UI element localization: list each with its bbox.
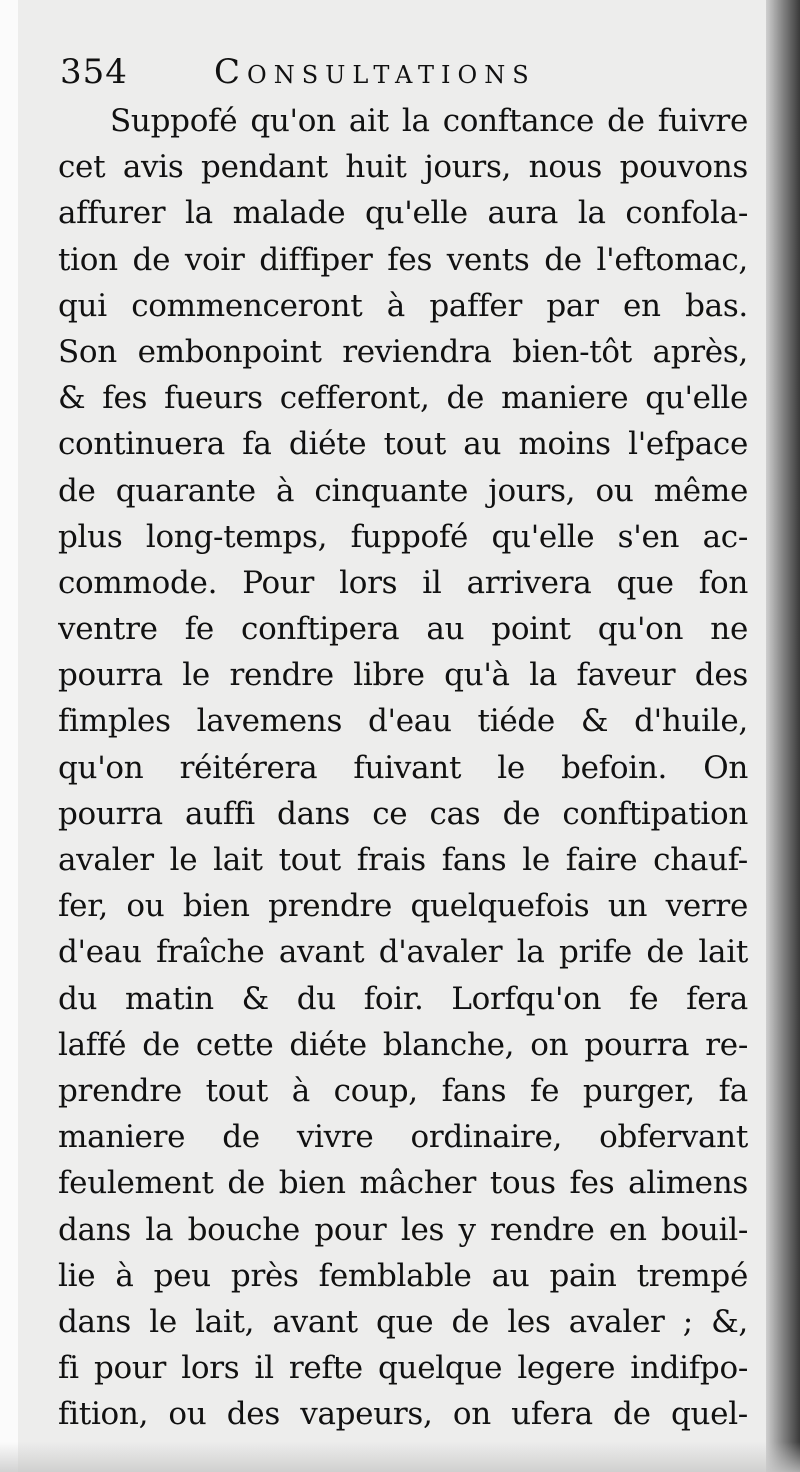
text-line: Suppofé qu'on ait la conftance de fuivre bbox=[110, 103, 748, 139]
text-line: lie à peu près femblable au pain trempé bbox=[58, 1257, 748, 1294]
page-bottom-shade bbox=[0, 1442, 800, 1472]
page-left-margin bbox=[0, 0, 18, 1472]
text-line: Son embonpoint reviendra bien-tôt après, bbox=[58, 333, 748, 370]
text-line: affurer la malade qu'elle aura la confola- bbox=[58, 195, 748, 232]
text-line: commode. Pour lors il arrivera que fon bbox=[58, 564, 748, 601]
text-line: qui commenceront à paffer par en bas. bbox=[58, 287, 748, 324]
text-line: ventre fe conftipera au point qu'on ne bbox=[58, 611, 748, 648]
page-header bbox=[60, 50, 740, 96]
book-gutter-shadow bbox=[766, 0, 800, 1472]
text-line: du matin & du foir. Lorfqu'on fe fera bbox=[58, 980, 748, 1017]
text-line: prendre tout à coup, fans fe purger, fa bbox=[58, 1072, 748, 1109]
text-line: fimples lavemens d'eau tiéde & d'huile, bbox=[58, 703, 748, 740]
text-line: fer, ou bien prendre quelquefois un verre bbox=[58, 888, 748, 925]
body-text bbox=[58, 98, 748, 1437]
text-line: maniere de vivre ordinaire, obfervant bbox=[58, 1119, 748, 1156]
page-number: 354 bbox=[60, 52, 128, 92]
text-line: dans le lait, avant que de les avaler ; &, bbox=[58, 1303, 748, 1340]
text-line: dans la bouche pour les y rendre en bouil- bbox=[58, 1211, 748, 1248]
text-line: avaler le lait tout frais fans le faire chauf- bbox=[58, 842, 748, 878]
text-line: qu'on réitérera fuivant le befoin. On bbox=[58, 749, 748, 786]
text-line: fition, ou des vapeurs, on ufera de quel- bbox=[58, 1396, 748, 1433]
text-line: & fes fueurs cefferont, de maniere qu'elle bbox=[58, 380, 748, 417]
text-line: plus long-temps, fuppofé qu'elle s'en ac- bbox=[58, 518, 748, 555]
text-line: fi pour lors il refte quelque legere indifpo- bbox=[58, 1350, 748, 1387]
text-line: pourra le rendre libre qu'à la faveur des bbox=[58, 657, 748, 694]
running-head: Consultations bbox=[214, 52, 536, 92]
text-line: de quarante à cinquante jours, ou même bbox=[58, 472, 748, 509]
text-line: laffé de cette diéte blanche, on pourra re- bbox=[58, 1026, 748, 1063]
text-line: pourra auffi dans ce cas de conftipation bbox=[58, 795, 748, 832]
text-line: tion de voir diffiper fes vents de l'eftomac, bbox=[58, 241, 748, 278]
text-line: feulement de bien mâcher tous fes alimens bbox=[58, 1165, 748, 1202]
text-line: d'eau fraîche avant d'avaler la prife de lait bbox=[58, 934, 748, 971]
text-line: cet avis pendant huit jours, nous pouvons bbox=[58, 149, 748, 186]
text-line: continuera fa diéte tout au moins l'efpace bbox=[58, 426, 748, 463]
